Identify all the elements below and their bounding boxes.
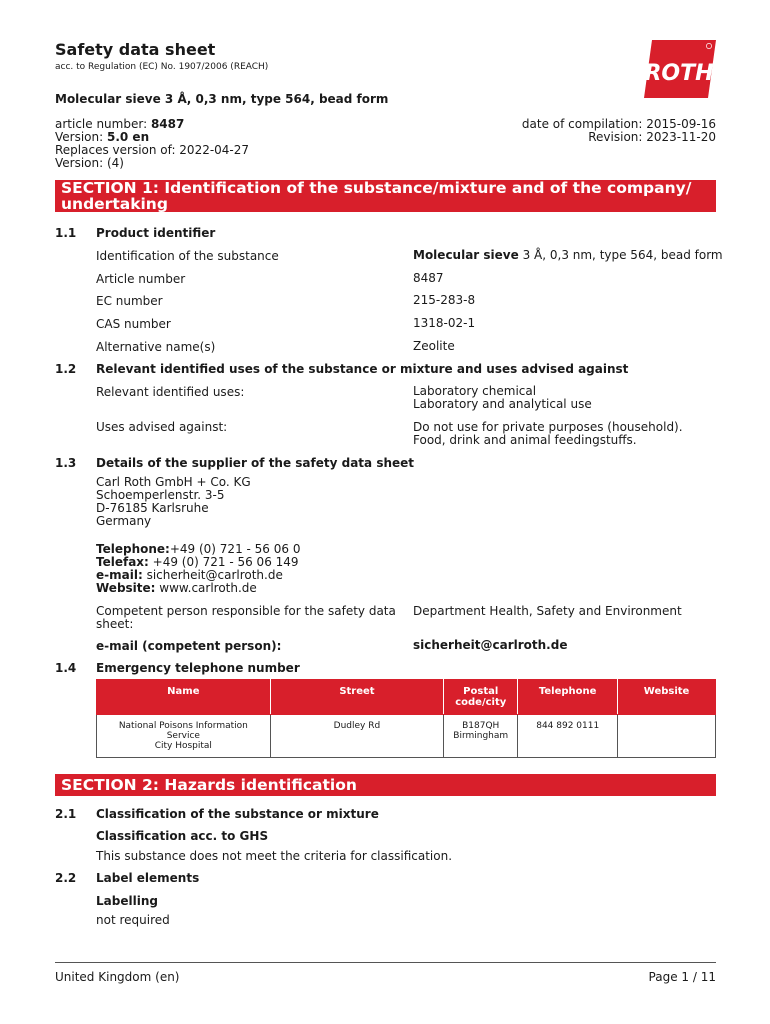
uses-value xyxy=(413,385,592,411)
revision-date: Revision: 2023-11-20 xyxy=(588,130,716,144)
subsection-number: 1.3 xyxy=(55,456,77,470)
subsection-title: Details of the supplier of the safety data sheet xyxy=(96,456,415,470)
page-title: Safety data sheet xyxy=(55,40,216,59)
subsection-title: Product identifier xyxy=(96,226,216,240)
page-number: Page 1 / 11 xyxy=(648,970,716,984)
cell-line: Birmingham xyxy=(453,731,509,741)
competent-email-label: e-mail (competent person): xyxy=(96,639,282,653)
table-cell-website xyxy=(618,715,716,758)
cell-line: City Hospital xyxy=(154,741,212,751)
footer-divider xyxy=(55,962,716,963)
address-line: Schoemperlenstr. 3-5 xyxy=(96,488,225,502)
competent-label-line: Competent person responsible for the safety data xyxy=(96,604,396,618)
table-cell-telephone: 844 892 0111 xyxy=(518,715,618,758)
advised-against-value xyxy=(413,421,683,447)
identifier-label: Identification of the substance xyxy=(96,249,279,263)
identifier-value xyxy=(413,249,723,262)
identifier-label: Alternative name(s) xyxy=(96,340,216,354)
ghs-text: This substance does not meet the criteria for classification. xyxy=(96,849,453,863)
identifier-value: 8487 xyxy=(413,271,444,285)
supplier-contact xyxy=(96,543,300,595)
table-cell-name xyxy=(97,715,271,758)
section-1-title-cont: undertaking xyxy=(61,195,168,213)
cell-line: Service xyxy=(166,731,200,741)
section-2-header xyxy=(55,774,716,796)
compilation-date: date of compilation: 2015-09-16 xyxy=(521,117,716,131)
subsection-number: 2.1 xyxy=(55,807,77,821)
table-cell-street: Dudley Rd xyxy=(270,715,444,758)
competent-person-value: Department Health, Safety and Environment xyxy=(413,604,682,618)
telefax-label: Telefax: xyxy=(96,555,149,569)
competent-label-line: sheet: xyxy=(96,617,134,631)
telephone-value: +49 (0) 721 - 56 06 0 xyxy=(169,542,301,556)
replaces-version: Replaces version of: 2022-04-27 xyxy=(55,143,250,157)
version-info xyxy=(55,118,249,170)
address-line: D-76185 Karlsruhe xyxy=(96,501,209,515)
cell-line: B187QH xyxy=(462,721,500,731)
subsection-number: 1.1 xyxy=(55,226,77,240)
article-number: 8487 xyxy=(150,117,185,131)
advised-against-label: Uses advised against: xyxy=(96,420,228,434)
identifier-label: CAS number xyxy=(96,317,171,331)
column-header: Telephone xyxy=(518,680,618,715)
subsection-number: 1.2 xyxy=(55,362,77,376)
table-cell-postal xyxy=(444,715,518,758)
article-label: article number: xyxy=(55,117,148,131)
subsection-number: 1.4 xyxy=(55,661,77,675)
column-header: Name xyxy=(97,680,271,715)
column-header: Website xyxy=(618,680,716,715)
table-header-row xyxy=(97,680,716,715)
identifier-value: 215-283-8 xyxy=(413,293,476,307)
email-link[interactable]: sicherheit@carlroth.de xyxy=(142,568,283,582)
subsection-title: Label elements xyxy=(96,871,200,885)
section-1-header xyxy=(55,180,716,212)
subsection-number: 2.2 xyxy=(55,871,77,885)
date-info xyxy=(522,118,716,144)
identifier-value: 1318-02-1 xyxy=(413,316,476,330)
uses-line: Laboratory and analytical use xyxy=(413,397,592,411)
identifier-label: Article number xyxy=(96,272,186,286)
address-line: Germany xyxy=(96,514,152,528)
column-header: Postal code/city xyxy=(444,680,518,715)
website-label: Website: xyxy=(96,581,156,595)
subsection-title: Emergency telephone number xyxy=(96,661,300,675)
version-label: Version: xyxy=(55,130,104,144)
telephone-label: Telephone: xyxy=(96,542,170,556)
identifier-value: Zeolite xyxy=(413,339,455,353)
advised-against-line: Do not use for private purposes (household). xyxy=(413,420,683,434)
emergency-contact-table xyxy=(96,679,716,758)
email-label: e-mail: xyxy=(96,568,143,582)
subsection-title: Classification of the substance or mixture xyxy=(96,807,379,821)
roth-logo xyxy=(642,40,716,98)
uses-line: Laboratory chemical xyxy=(413,384,537,398)
footer-country: United Kingdom (en) xyxy=(55,970,180,984)
section-2-title: SECTION 2: Hazards identification xyxy=(61,776,357,794)
ghs-heading: Classification acc. to GHS xyxy=(96,829,269,843)
substance-name-bold: Molecular sieve xyxy=(413,248,519,262)
version-number: 5.0 en xyxy=(107,130,150,144)
subsection-title: Relevant identified uses of the substance or mixture and uses advised against xyxy=(96,362,629,376)
address-line: Carl Roth GmbH + Co. KG xyxy=(96,475,251,489)
regulation-subtitle: acc. to Regulation (EC) No. 1907/2006 (REACH) xyxy=(55,62,269,72)
product-title: Molecular sieve 3 Å, 0,3 nm, type 564, bead form xyxy=(55,92,389,106)
logo-text: ROTH xyxy=(644,61,714,86)
cell-line: National Poisons Information xyxy=(118,721,248,731)
identifier-label: EC number xyxy=(96,294,163,308)
section-1-title: SECTION 1: Identification of the substance/mixture and of the company/ xyxy=(61,179,692,197)
competent-email-link[interactable]: sicherheit@carlroth.de xyxy=(413,638,568,652)
website-link[interactable]: www.carlroth.de xyxy=(155,581,257,595)
labelling-heading: Labelling xyxy=(96,894,158,908)
column-header: Street xyxy=(270,680,444,715)
supplier-address xyxy=(96,476,251,528)
uses-label: Relevant identified uses: xyxy=(96,385,245,399)
competent-person-label xyxy=(96,605,396,631)
previous-version: Version: (4) xyxy=(55,156,124,170)
substance-name-rest: 3 Å, 0,3 nm, type 564, bead form xyxy=(518,248,723,262)
telefax-value: +49 (0) 721 - 56 06 149 xyxy=(148,555,299,569)
table-row xyxy=(97,715,716,758)
labelling-text: not required xyxy=(96,913,170,927)
advised-against-line: Food, drink and animal feedingstuffs. xyxy=(413,433,637,447)
